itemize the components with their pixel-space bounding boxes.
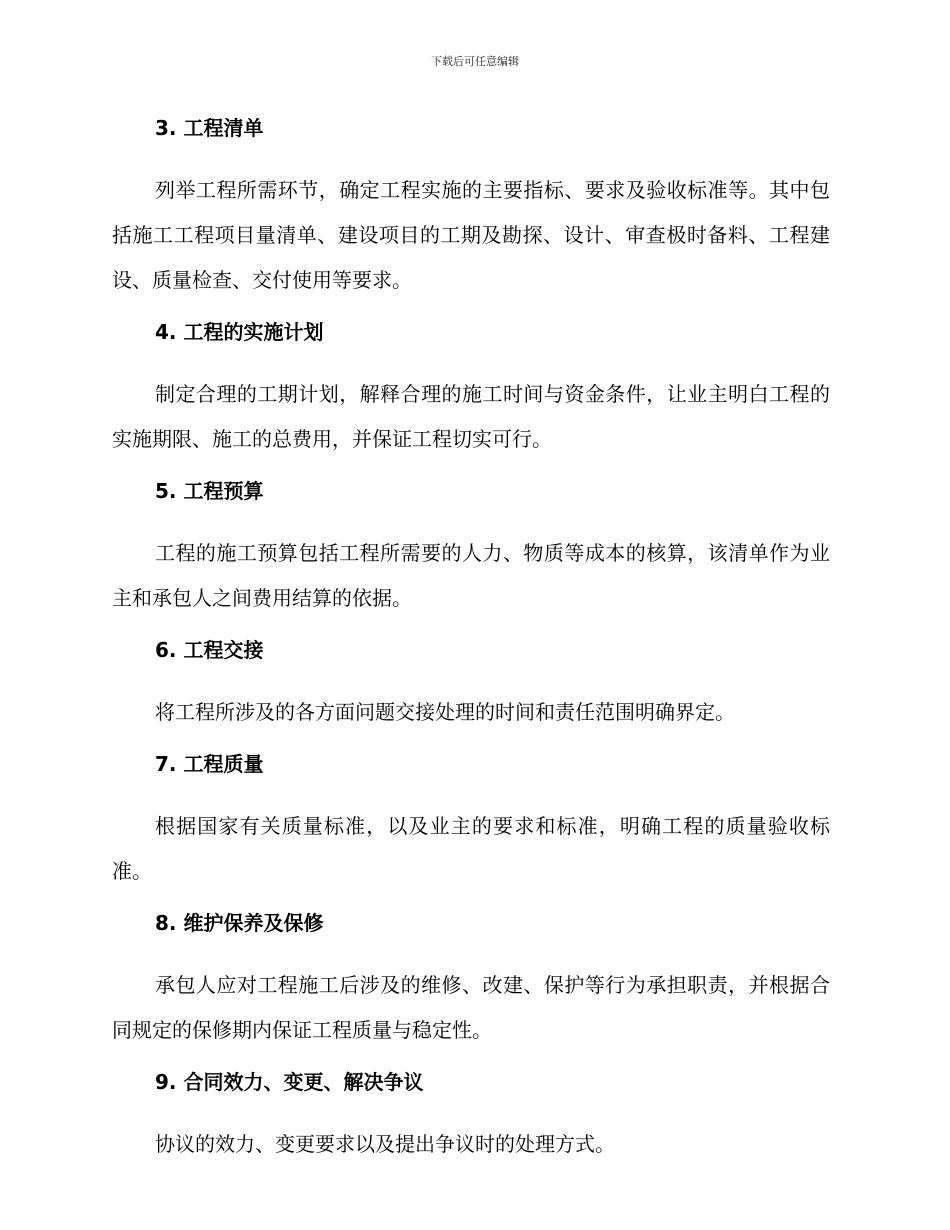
paragraph-line: 将工程所涉及的各方面问题交接处理的时间和责任范围明确界定。 — [155, 700, 735, 724]
section-heading: 5. 工程预算 — [155, 479, 264, 503]
section-paragraph — [112, 168, 830, 303]
section-paragraph — [112, 963, 830, 1053]
section-heading: 9. 合同效力、变更、解决争议 — [155, 1070, 424, 1094]
paragraph-line: 料、工程建设、质量检查、交付使用等要求。 — [112, 223, 831, 292]
paragraph-line: 中包括施工工程项目量清单、建设项目的工期及勘探、设计、审查极时备 — [112, 178, 830, 247]
page-header: 下载后可任意编辑 — [431, 55, 519, 68]
section-heading: 8. 维护保养及保修 — [155, 911, 324, 935]
paragraph-line: 根据国家有关质量标准，以及业主的要求和标准，明确工程的质量验收 — [155, 814, 810, 838]
section-handover — [112, 634, 830, 735]
section-paragraph — [112, 531, 830, 621]
paragraph-line: 列举工程所需环节，确定工程实施的主要指标、要求及验收标准等。其 — [155, 178, 790, 202]
section-heading: 3. 工程清单 — [155, 116, 264, 140]
section-maintenance — [112, 907, 830, 1053]
paragraph-line: 据合同规定的保修期内保证工程质量与稳定性。 — [112, 973, 830, 1042]
section-paragraph — [112, 690, 830, 735]
section-implementation-plan — [112, 316, 830, 462]
paragraph-line: 承包人应对工程施工后涉及的维修、改建、保护等行为承担职责，并根 — [155, 973, 790, 997]
section-heading: 7. 工程质量 — [155, 752, 264, 776]
section-quality — [112, 748, 830, 894]
paragraph-line: 为业主和承包人之间费用结算的依据。 — [112, 541, 830, 610]
section-paragraph — [112, 372, 830, 462]
paragraph-line: 程的实施期限、施工的总费用，并保证工程切实可行。 — [112, 382, 830, 451]
section-engineering-list — [112, 112, 830, 303]
paragraph-line: 协议的效力、变更要求以及提出争议时的处理方式。 — [155, 1132, 615, 1156]
section-paragraph — [112, 804, 830, 894]
section-heading: 6. 工程交接 — [155, 638, 264, 662]
section-budget — [112, 475, 830, 621]
section-contract-validity — [112, 1066, 830, 1167]
paragraph-line: 工程的施工预算包括工程所需要的人力、物质等成本的核算，该清单作 — [155, 541, 790, 565]
paragraph-line: 标准。 — [112, 814, 830, 883]
paragraph-line: 制定合理的工期计划，解释合理的施工时间与资金条件，让业主明白工 — [155, 382, 790, 406]
section-paragraph — [112, 1122, 830, 1167]
document-body — [112, 112, 830, 1167]
section-heading: 4. 工程的实施计划 — [155, 320, 324, 344]
